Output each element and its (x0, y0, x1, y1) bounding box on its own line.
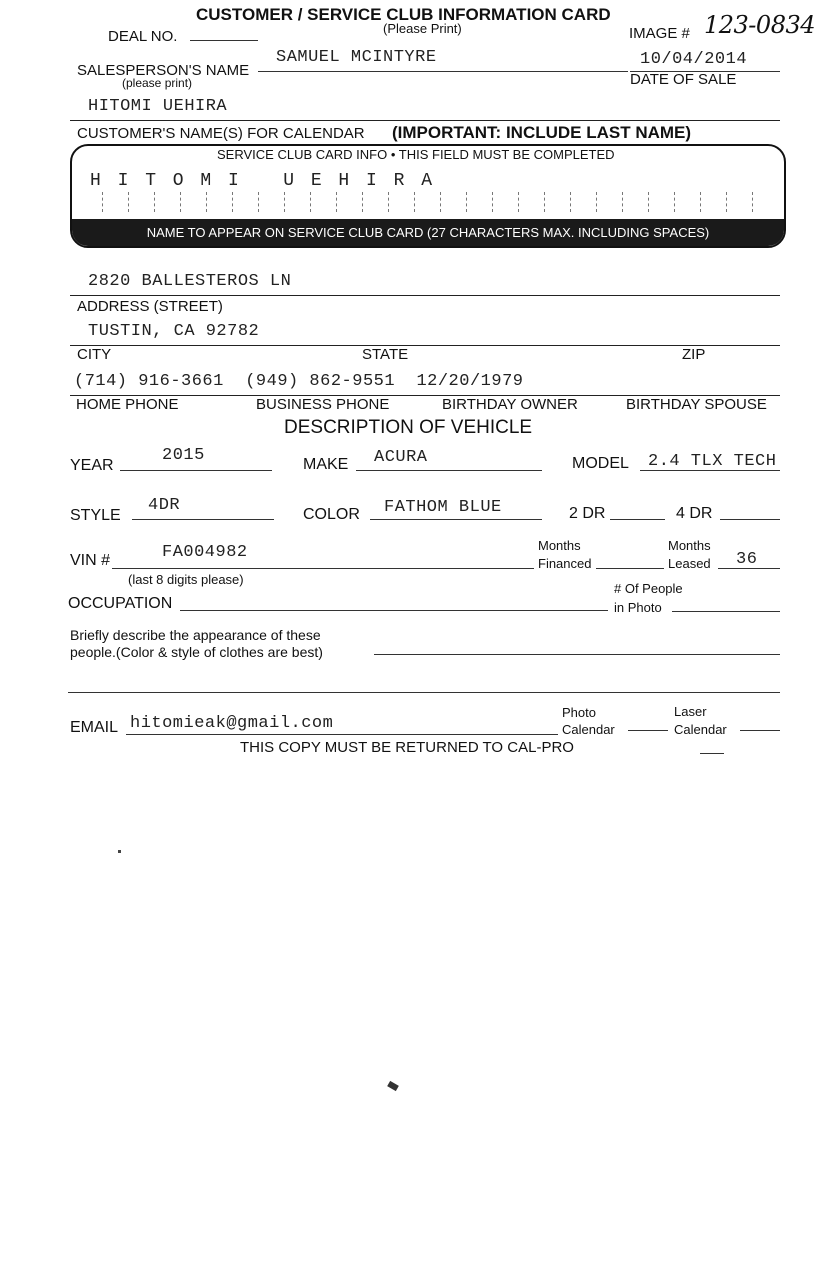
vehicle-section-title: DESCRIPTION OF VEHICLE (284, 417, 533, 438)
image-label: IMAGE # (629, 25, 690, 42)
occupation-label: OCCUPATION (68, 595, 173, 612)
vin-sub: (last 8 digits please) (128, 572, 244, 587)
street-address[interactable]: 2820 BALLESTEROS LN (88, 272, 292, 291)
service-club-band: NAME TO APPEAR ON SERVICE CLUB CARD (27 CHARACTERS MAX. INCLUDING SPACES) (72, 219, 784, 246)
leased-line (718, 568, 780, 569)
vin-label: VIN # (70, 552, 111, 569)
home-phone-label: HOME PHONE (76, 396, 179, 413)
return-line (700, 753, 724, 754)
photo-calendar-label-2: Calendar (562, 722, 615, 737)
describe-field-line[interactable] (374, 654, 780, 655)
city-line (70, 345, 780, 346)
year-line (120, 470, 272, 471)
months-financed-label-2: Financed (538, 556, 592, 571)
describe-line-1: Briefly describe the appearance of these (70, 627, 321, 643)
vin-line (112, 568, 534, 569)
email-line (126, 734, 558, 735)
customer-name-label: CUSTOMER'S NAME(S) FOR CALENDAR (77, 125, 365, 142)
style-line (132, 519, 274, 520)
months-leased-label-2: Leased (668, 556, 711, 571)
style-label: STYLE (70, 507, 121, 524)
financed-line[interactable] (596, 568, 664, 569)
email-label: EMAIL (70, 719, 119, 736)
customer-line (70, 120, 780, 121)
two-door-label: 2 DR (569, 505, 606, 522)
laser-calendar-line[interactable] (740, 730, 780, 731)
laser-calendar-label-2: Calendar (674, 722, 727, 737)
model-label: MODEL (572, 455, 629, 472)
city-state-zip[interactable]: TUSTIN, CA 92782 (88, 322, 260, 341)
model-line (640, 470, 780, 471)
please-print-note: (Please Print) (383, 21, 462, 36)
months-financed-label-1: Months (538, 538, 581, 553)
laser-calendar-label-1: Laser (674, 704, 707, 719)
scan-speck (118, 850, 121, 853)
make-value[interactable]: ACURA (374, 448, 428, 467)
important-note: (IMPORTANT: INCLUDE LAST NAME) (392, 123, 692, 142)
year-value[interactable]: 2015 (162, 446, 205, 465)
phones-birthday[interactable]: (714) 916-3661 (949) 862-9551 12/20/1979 (74, 372, 524, 391)
city-label: CITY (77, 346, 112, 363)
vin-value[interactable]: FA004982 (162, 543, 248, 562)
leased-value[interactable]: 36 (736, 550, 758, 569)
color-line (370, 519, 542, 520)
occupation-line[interactable] (180, 610, 608, 611)
two-door-line[interactable] (610, 519, 665, 520)
describe-line-2: people.(Color & style of clothes are best) (70, 644, 323, 660)
date-of-sale[interactable]: 10/04/2014 (640, 50, 748, 69)
zip-label: ZIP (682, 346, 706, 363)
birthday-spouse-label: BIRTHDAY SPOUSE (626, 396, 767, 413)
street-line (70, 295, 780, 296)
color-value[interactable]: FATHOM BLUE (384, 498, 502, 517)
customer-name[interactable]: HITOMI UEHIRA (88, 97, 228, 116)
state-label: STATE (362, 346, 409, 363)
service-club-name[interactable]: H I T O M I U E H I R A (90, 171, 436, 191)
salesperson-line (258, 71, 628, 72)
deal-no-label: DEAL NO. (108, 28, 178, 45)
people-label-2: in Photo (614, 600, 662, 615)
four-door-line[interactable] (720, 519, 780, 520)
make-line (356, 470, 542, 471)
birthday-owner-label: BIRTHDAY OWNER (442, 396, 578, 413)
model-value[interactable]: 2.4 TLX TECH (648, 452, 777, 471)
service-club-box (70, 144, 786, 248)
image-number: 123-0834 (704, 11, 815, 39)
salesperson-label: SALESPERSON'S NAME (77, 62, 250, 79)
business-phone-label: BUSINESS PHONE (256, 396, 390, 413)
salesperson-name[interactable]: SAMUEL MCINTYRE (276, 48, 437, 67)
year-label: YEAR (70, 457, 114, 474)
form-title: CUSTOMER / SERVICE CLUB INFORMATION CARD (196, 5, 611, 24)
photo-calendar-label-1: Photo (562, 705, 596, 720)
scan-speck (387, 1081, 399, 1091)
four-door-label: 4 DR (676, 505, 713, 522)
people-line[interactable] (672, 611, 780, 612)
describe-extra-line[interactable] (68, 692, 780, 693)
date-of-sale-label: DATE OF SALE (630, 71, 737, 88)
street-label: ADDRESS (STREET) (77, 298, 223, 315)
service-club-header: SERVICE CLUB CARD INFO • THIS FIELD MUST BE COMPLETED (217, 147, 615, 162)
salesperson-sub: (please print) (122, 76, 193, 90)
style-value[interactable]: 4DR (148, 496, 181, 515)
deal-no-field[interactable] (190, 40, 258, 41)
color-label: COLOR (303, 506, 360, 523)
make-label: MAKE (303, 456, 349, 473)
email-value[interactable]: hitomieak@gmail.com (130, 714, 334, 733)
return-notice: THIS COPY MUST BE RETURNED TO CAL-PRO (240, 739, 574, 756)
people-label-1: # Of People (614, 581, 683, 596)
months-leased-label-1: Months (668, 538, 711, 553)
photo-calendar-line[interactable] (628, 730, 668, 731)
